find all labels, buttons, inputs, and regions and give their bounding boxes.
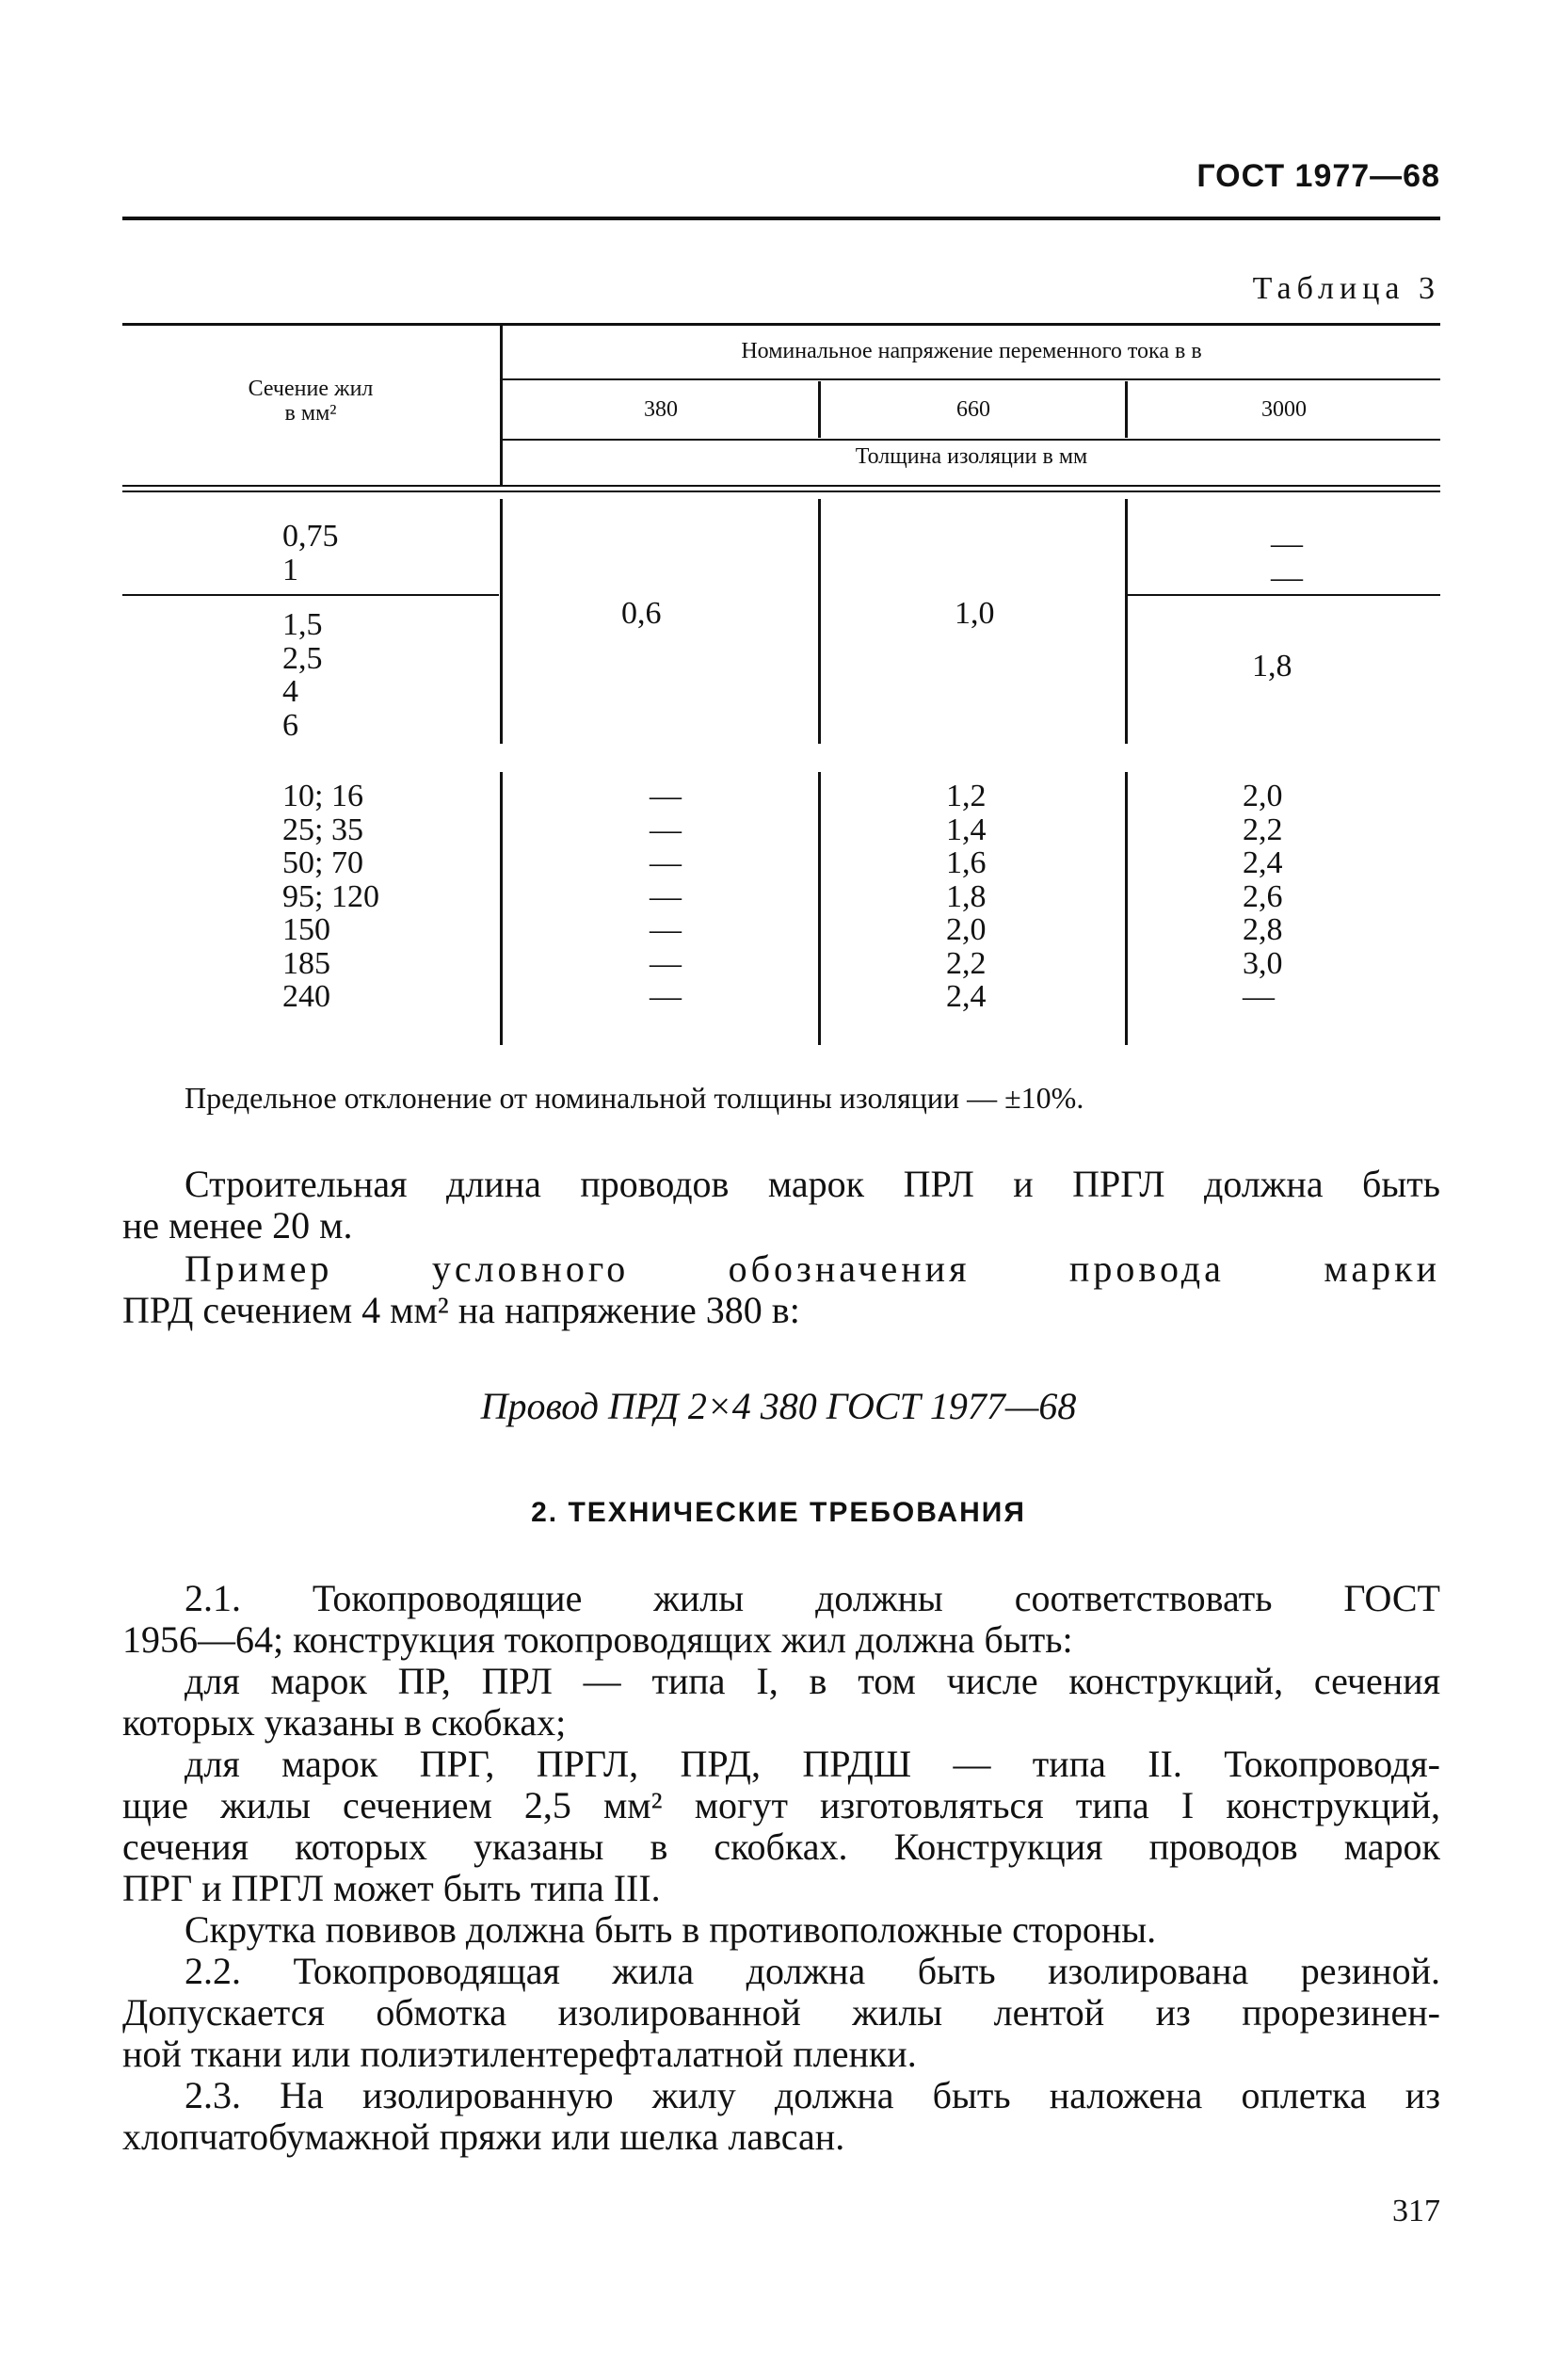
body-line-9: Скрутка повивов должна быть в противоположные стороны. [185, 1908, 1157, 1951]
table-top-rule [122, 323, 1440, 326]
body-vline-1a [818, 499, 821, 744]
value-3000-group1a: — — [1271, 526, 1303, 595]
header-bottom-rule [122, 485, 1440, 487]
voltage-header: Номинальное напряжение переменного тока в в [741, 339, 1202, 363]
group1-split-rule-left [122, 594, 499, 596]
tolerance-note: Предельное отклонение от номинальной толщины изоляции — ±10%. [185, 1081, 1084, 1115]
values-3000-group2: 2,0 2,2 2,4 2,6 2,8 3,0 — [1243, 779, 1283, 1014]
body-vline-0b [500, 772, 503, 1045]
body-line-3: для марок ПР, ПРЛ — типа I, в том числе конструкций, сечения [185, 1660, 1440, 1702]
body-line-8: ПРГ и ПРГЛ может быть типа III. [122, 1867, 661, 1909]
header-bottom-rule-2 [122, 490, 1440, 492]
body-line-5: для марок ПРГ, ПРГЛ, ПРД, ПРДШ — типа II. Токопроводя- [185, 1743, 1440, 1785]
voltage-380: 380 [644, 397, 678, 422]
body-vline-2a [1125, 499, 1128, 744]
value-380-group1: 0,6 [621, 596, 662, 631]
body-line-7: сечения которых указаны в скобках. Конструкция проводов марок [122, 1825, 1440, 1868]
paragraph-length-line2: не менее 20 м. [122, 1204, 353, 1246]
body-vline-0a [500, 499, 503, 744]
document-code: ГОСТ 1977—68 [1196, 158, 1440, 194]
example-designation: Провод ПРД 2×4 380 ГОСТ 1977—68 [480, 1385, 1077, 1427]
col-section-header-line2: в мм² [284, 401, 337, 426]
header-divider-2 [503, 439, 1440, 441]
body-line-1: 2.1. Токопроводящие жилы должны соответствовать ГОСТ [185, 1577, 1440, 1619]
voltage-3000: 3000 [1261, 397, 1307, 422]
section-title: 2. ТЕХНИЧЕСКИЕ ТРЕБОВАНИЯ [531, 1497, 1026, 1528]
value-660-group1: 1,0 [955, 596, 995, 631]
values-660-group2: 1,2 1,4 1,6 1,8 2,0 2,2 2,4 [946, 779, 987, 1014]
body-vline-2b [1125, 772, 1128, 1045]
body-line-10: 2.2. Токопроводящая жила должна быть изолирована резиной. [185, 1950, 1440, 1992]
body-line-6: щие жилы сечением 2,5 мм² могут изготовляться типа I конструкций, [122, 1784, 1440, 1826]
header-vline-0 [500, 326, 503, 486]
col-section-header-line1: Сечение жил [248, 377, 374, 401]
paragraph-example-line2: ПРД сечением 4 мм² на напряжение 380 в: [122, 1289, 800, 1331]
sections-group1b: 1,5 2,5 4 6 [282, 607, 323, 743]
table-caption: Таблица 3 [1252, 271, 1440, 306]
body-line-4: которых указаны в скобках; [122, 1701, 567, 1744]
body-line-12: ной ткани или полиэтилентерефталатной пленки. [122, 2033, 917, 2075]
thickness-header: Толщина изоляции в мм [855, 444, 1088, 469]
voltage-660: 660 [956, 397, 990, 422]
paragraph-example-line1: Пример условного обозначения провода марки [185, 1247, 1440, 1290]
value-3000-group1b: 1,8 [1252, 649, 1292, 683]
body-vline-1b [818, 772, 821, 1045]
header-vline-2 [1125, 381, 1128, 438]
header-vline-1 [818, 381, 821, 438]
page-number: 317 [1392, 2194, 1440, 2228]
sections-group2: 10; 16 25; 35 50; 70 95; 120 150 185 240 [282, 779, 379, 1014]
header-rule [122, 217, 1440, 220]
values-380-group2: — — — — — — — [650, 779, 682, 1014]
body-line-11: Допускается обмотка изолированной жилы лентой из прорезинен- [122, 1991, 1440, 2034]
col-section-header [122, 377, 499, 426]
body-line-2: 1956—64; конструкция токопроводящих жил должна быть: [122, 1618, 1073, 1661]
paragraph-length-line1: Строительная длина проводов марок ПРЛ и ПРГЛ должна быть [185, 1163, 1440, 1205]
body-line-13: 2.3. На изолированную жилу должна быть наложена оплетка из [185, 2074, 1440, 2116]
sections-group1a: 0,75 1 [282, 519, 339, 587]
header-divider-1 [503, 378, 1440, 380]
body-line-14: хлопчатобумажной пряжи или шелка лавсан. [122, 2115, 845, 2158]
